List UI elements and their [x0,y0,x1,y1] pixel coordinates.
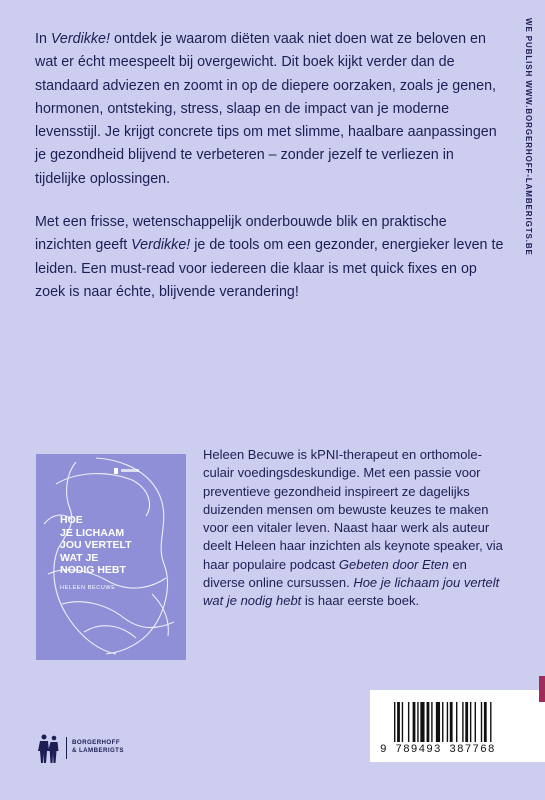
cover-author: HELEEN BECUWE [60,585,116,591]
back-cover-blurb [35,28,505,324]
barcode-bar [456,702,457,742]
cover-title-line: JE LICHAAM [60,526,125,539]
barcode-bar [462,702,463,742]
cover-title [60,514,178,577]
author-bio: Heleen Becuwe is kPNI-therapeut en orthomole-culair voedingsdeskundige. Met een passie voor preventieve gezondheid inspireert ze dagelijks duizenden mensen om bewuste keuzes te maken voor een vitaler leven. Naast haar werk als auteur deelt Heleen haar inzichten als keynote speaker, via haar populaire podcast Gebeten door Eten en diverse online cursussen. Hoe je lichaam jou vertelt wat je nodig hebt is haar eerste boek. [203,447,503,609]
barcode-bar [436,702,440,742]
barcode-bar [397,702,400,742]
barcode-bar [484,702,487,742]
cover-title-line: HOE [60,514,83,526]
publisher-name [72,739,124,754]
barcode-bar [490,702,491,742]
mini-publisher-logo [114,468,144,474]
publisher-name-line1: BORGERHOFF [72,739,120,746]
cover-title-line: NODIG HEBT [60,564,126,576]
blurb-paragraph-2: Met een frisse, wetenschappelijk onderbouwde blik en praktische inzichten geeft Verdikke! je de tools om een gezonder, energieker leven te leiden. Een must-read voor iedereen die klaar is met quick fixes en op zoek is naar échte, blijvende verandering! [35,214,504,300]
barcode-bar [475,702,476,742]
barcode-bar [420,702,424,742]
barcode-bar [442,702,443,742]
publisher-name-line2: & LAMBERIGTS [72,746,124,754]
barcode-bar [431,702,432,742]
isbn-barcode [370,690,545,762]
publisher-figures-icon [36,734,62,764]
isbn-digits: 9 789493 387768 [380,744,496,756]
barcode-bar [394,702,395,742]
barcode-bar [450,702,453,742]
barcode-bar [465,702,468,742]
barcode-bar [408,702,409,742]
publisher-divider [66,737,67,759]
cover-title-line: WAT JE [60,551,99,564]
edge-color-mark [539,676,545,702]
cover-title-line: JOU VERTELT [60,539,132,551]
book-cover-thumbnail [36,454,186,660]
barcode-bar [417,702,418,742]
barcode-bars [394,702,534,742]
barcode-bar [413,702,416,742]
blurb-paragraph-1: In Verdikke! ontdek je waarom diëten vaak niet doen wat ze beloven en wat er écht meespeelt bij overgewicht. Dit boek kijkt verder dan de standaard adviezen en zoomt in op de diepere oorzaken, zoals je genen, hormonen, ontsteking, stress, slaap en de impact van je moderne levensstijl. Je krijgt concrete tips om met slimme, haalbare aanpassingen je gezondheid blijvend te verbeteren – zonder jezelf te verliezen in tijdelijke oplossingen. [35,31,497,187]
barcode-bar [447,702,448,742]
barcode-bar [427,702,430,742]
barcode-bar [470,702,471,742]
barcode-bar [481,702,482,742]
publisher-website-vertical: WE PUBLISH WWW.BORGERHOFF-LAMBERIGTS.BE [524,18,533,256]
barcode-bar [402,702,403,742]
